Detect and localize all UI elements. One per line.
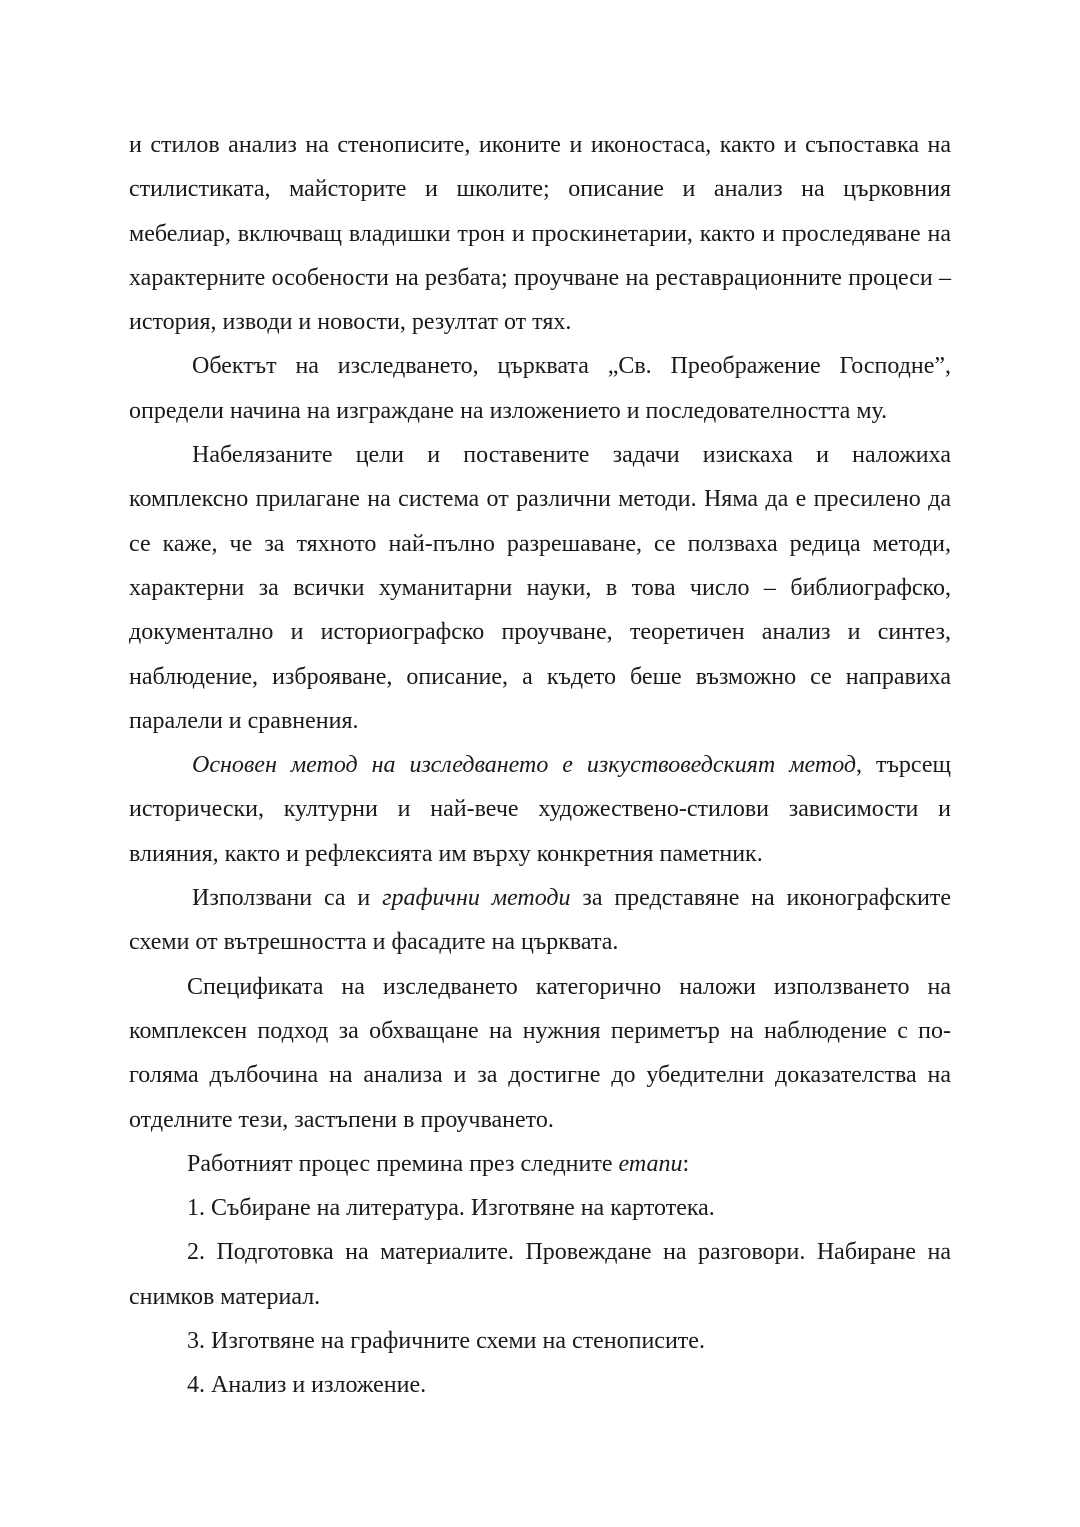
paragraph-analysis-scope: и стилов анализ на стенописите, иконите и иконостаса, както и съпоставка на стилистиката, майсторите и школите; описание и анализ на църковния мебелиар, включващ владишки трон и проскинетарии, както и проследяване на характерните особености на резбата; проучване на реставрационните процеси – история, изводи и новости, резултат от тях.	[129, 132, 951, 336]
document-page	[129, 123, 951, 1408]
stage-item-2: 2. Подготовка на материалите. Провеждане на разговори. Набиране на снимков материал.	[129, 1239, 951, 1310]
main-method-text: , търсещ исторически, културни и най-вече художествено-стилови зависимости и влияния, както и рефлексията им върху конкретния паметник.	[129, 752, 951, 867]
work-process-colon: :	[682, 1150, 690, 1177]
stages-emphasis: етапи	[618, 1150, 683, 1177]
graphic-methods-lead: Използвани са и	[192, 885, 383, 912]
paragraph-methods: Набелязаните цели и поставените задачи изискаха и наложиха комплексно прилагане на система от различни методи. Няма да е пресилено да се каже, че за тяхното най-пълно разрешаване, се ползваха редица методи, характерни за всички хуманитарни науки, в това число – библиографско, документално и историографско проучване, теоретичен анализ и синтез, наблюдение, изброяване, описание, а където беше възможно се направиха паралели и сравнения.	[129, 442, 951, 734]
paragraph-specifics: Спецификата на изследването категорично наложи използването на комплексен подход за обхващане на нужния периметър на наблюдение с по-голяма дълбочина на анализа и за достигне до убедителни доказателства на отделните тези, застъпени в проучването.	[129, 973, 951, 1133]
graphic-methods-emphasis: графични методи	[382, 885, 571, 912]
stage-item-1: 1. Събиране на литература. Изготвяне на картотека.	[187, 1195, 715, 1222]
work-process-lead: Работният процес премина през следните	[187, 1150, 619, 1177]
paragraph-research-object: Обектът на изследването, църквата „Св. Преображение Господне”, определи начина на изграждане на изложението и последователността му.	[129, 353, 951, 424]
stage-item-3: 3. Изготвяне на графичните схеми на стенописите.	[187, 1328, 705, 1355]
paragraph-work-process	[129, 1142, 951, 1186]
main-method-emphasis: Основен метод на изследването е изкуствоведският метод	[192, 752, 857, 779]
stage-item-4: 4. Анализ и изложение.	[187, 1372, 427, 1399]
graphic-methods-text: за представяне на иконографските схеми от вътрешността и фасадите на църквата.	[129, 885, 951, 956]
paragraph-graphic-methods	[129, 876, 951, 965]
paragraph-main-method	[129, 743, 951, 876]
